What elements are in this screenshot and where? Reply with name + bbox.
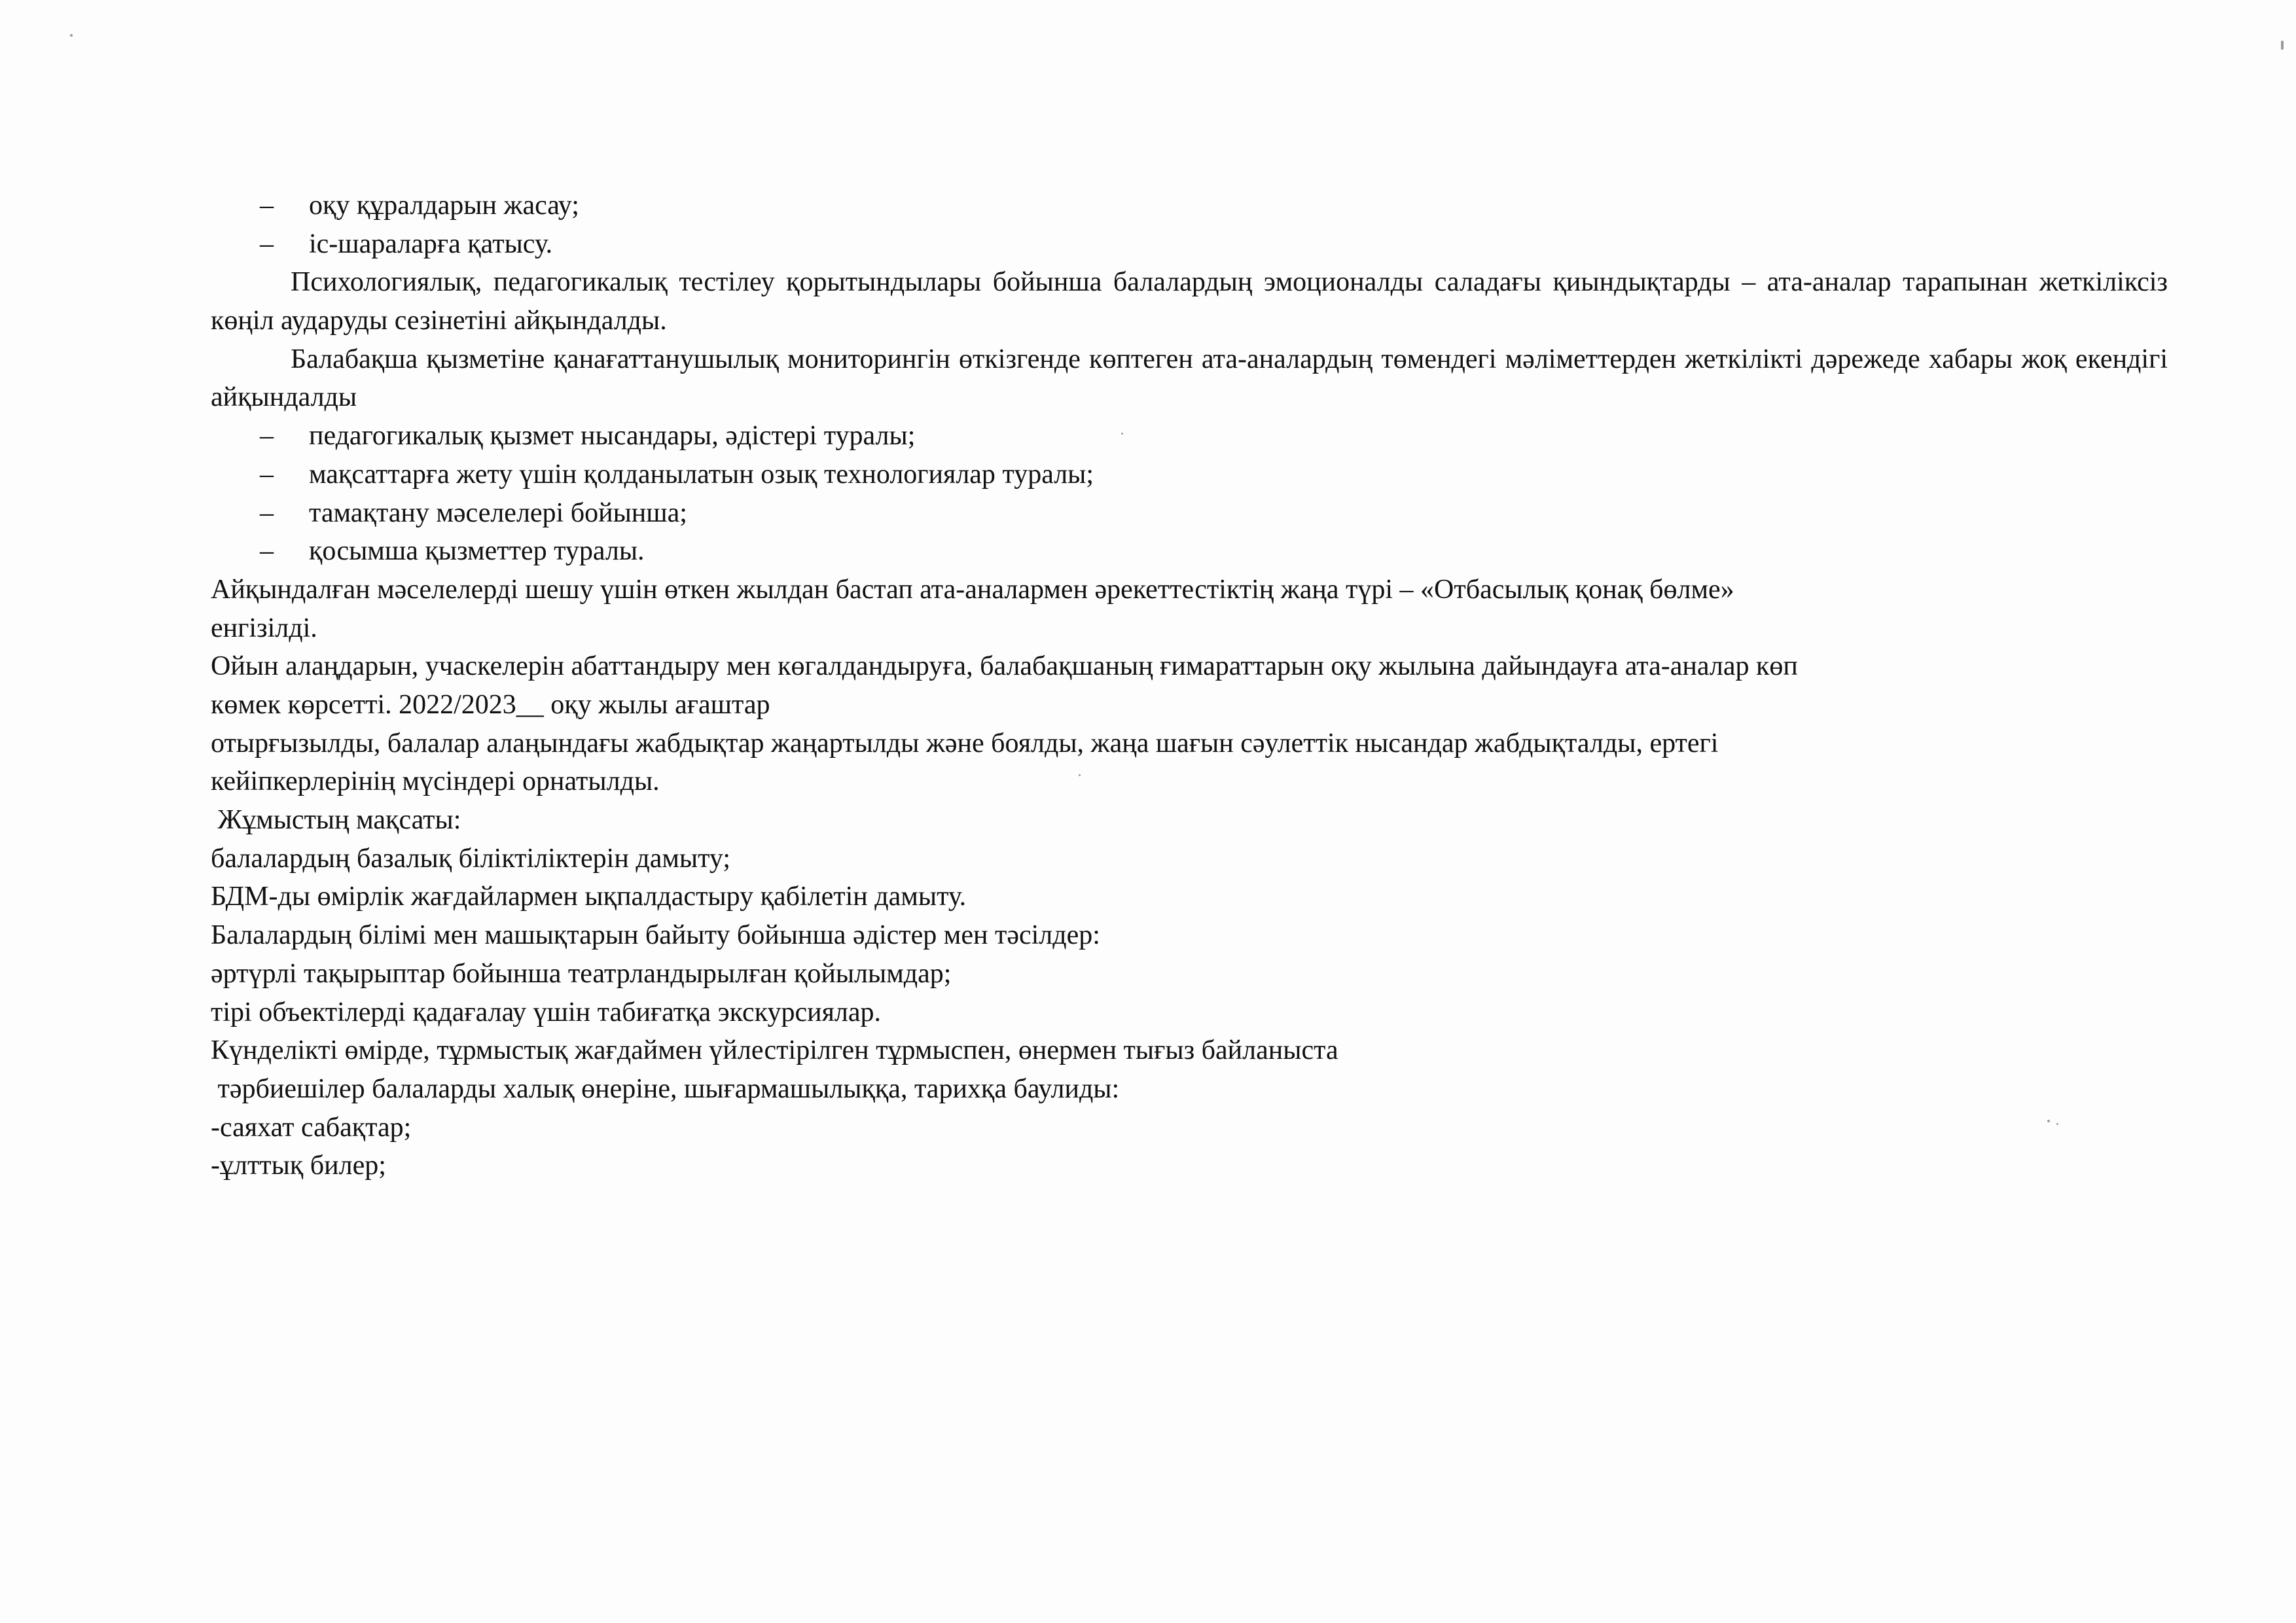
text-line: тәрбиешілер балаларды халық өнеріне, шығармашылыққа, тарихқа баулиды:: [211, 1073, 1120, 1104]
scan-speck: [70, 34, 73, 37]
list-item: [211, 417, 2168, 455]
text-line: -саяхат сабақтар;: [211, 1112, 412, 1143]
list-item-text: тамақтану мәселелері бойынша;: [309, 497, 687, 528]
bullet-dash: –: [260, 536, 274, 567]
text-line: отырғызылды, балалар алаңындағы жабдықтар жаңартылды және боялды, жаңа шағын сәулеттік нысандар жабдықталды, ертегі: [211, 728, 1719, 758]
text-line: -ұлттық билер;: [211, 1150, 386, 1181]
list-item: [211, 494, 2168, 533]
list-item: [211, 187, 2168, 225]
paragraph: Психологиялық, педагогикалық тестілеу қорытындылары бойынша балалардың эмоционалды саладағы қиындықтарды – ата-аналар тарапынан жеткіліксіз көңіл аударуды сезінетіні айқындалды.: [211, 267, 2168, 336]
bullet-dash: –: [260, 497, 274, 528]
bullet-dash: –: [260, 421, 274, 452]
document-body: [211, 187, 2168, 1185]
text-line: Айқындалған мәселелерді шешу үшін өткен жылдан бастап ата-аналармен әрекеттестіктің жаңа түрі – «Отбасылық қонақ бөлме»: [211, 574, 1734, 605]
list-item: [211, 455, 2168, 494]
text-line: Ойын алаңдарын, учаскелерін абаттандыру мен көгалдандыруға, балабақшаның ғимараттарын оқу жылына дайындауға ата-аналар көп: [211, 651, 1798, 682]
section-heading: Жұмыстың мақсаты:: [211, 805, 461, 836]
scan-speck: [2281, 41, 2284, 50]
paragraph: Балабақша қызметіне қанағаттанушылық мониторингін өткізгенде көптеген ата-аналардың төмендегі мәліметтерден жеткілікті дәрежеде хабары жоқ екендігі айқындалды: [211, 344, 2168, 413]
text-line: әртүрлі тақырыптар бойынша театрландырылған қойылымдар;: [211, 958, 952, 989]
list-item-text: іс-шараларға қатысу.: [309, 228, 553, 259]
text-line: БДМ-ды өмірлік жағдайлармен ықпалдастыру қабілетін дамыту.: [211, 882, 967, 912]
text-line: тірі объектілерді қадағалау үшін табиғатқа экскурсиялар.: [211, 997, 881, 1027]
text-line: енгізілді.: [211, 613, 317, 643]
text-line: кейіпкерлерінің мүсіндері орнатылды.: [211, 766, 660, 797]
text-line: көмек көрсетті. 2022/2023__ оқу жылы ағаштар: [211, 690, 770, 720]
list-item: [211, 532, 2168, 571]
bullet-dash: –: [260, 459, 274, 490]
list-item-text: қосымша қызметтер туралы.: [309, 536, 645, 567]
text-line: Балалардың білімі мен машықтарын байыту бойынша әдістер мен тәсілдер:: [211, 920, 1100, 951]
text-line: Күнделікті өмірде, тұрмыстық жағдаймен үйлестірілген тұрмыспен, өнермен тығыз байланыста: [211, 1035, 1338, 1066]
bullet-dash: –: [260, 190, 274, 221]
list-item-text: мақсаттарға жету үшін қолданылатын озық технологиялар туралы;: [309, 459, 1094, 490]
text-line: балалардың базалық біліктіліктерін дамыту;: [211, 843, 731, 874]
list-item-text: оқу құралдарын жасау;: [309, 190, 579, 221]
bullet-dash: –: [260, 228, 274, 259]
list-item: [211, 225, 2168, 264]
list-item-text: педагогикалық қызмет нысандары, әдістері туралы;: [309, 421, 916, 452]
